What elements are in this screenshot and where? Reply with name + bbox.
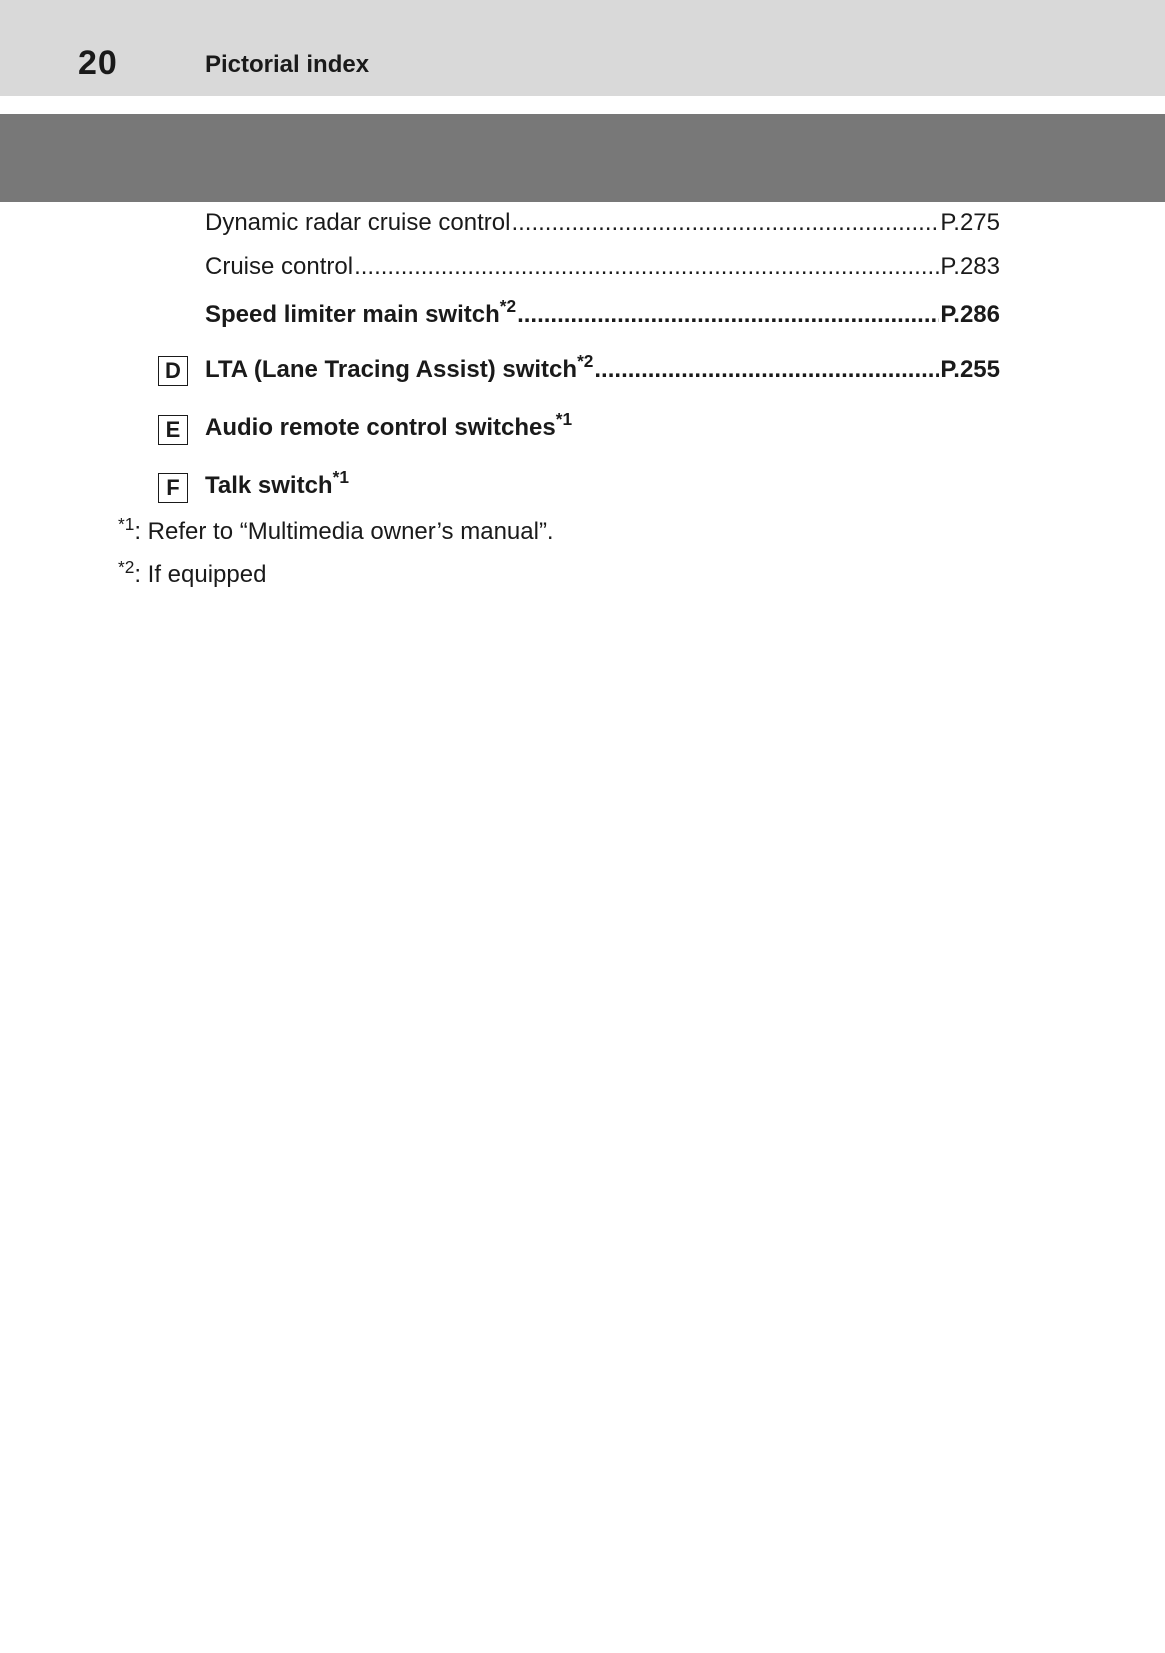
page-reference[interactable]: P.283 [940, 253, 1000, 280]
entry-label: Audio remote control switches$^{*1}$ [205, 409, 573, 441]
footnote-text: : Refer to “Multimedia owner’s manual”. [134, 518, 554, 545]
footnote-mark: *1 [118, 514, 135, 534]
footnote-marker: *1 [332, 467, 349, 488]
entry-label: Dynamic radar cruise control [205, 209, 511, 236]
leader-dots [517, 301, 939, 330]
footnote-1 [118, 514, 554, 547]
callout-letter-d: D [158, 356, 188, 386]
page-title: Pictorial index [205, 51, 370, 78]
entry-label: Cruise control [205, 253, 354, 280]
leader-dots [511, 209, 939, 238]
page-reference[interactable]: P.286 [940, 301, 1000, 328]
entry-label: Talk switch$^{*1}$ [205, 467, 349, 499]
index-entry-talk-switch [205, 467, 1000, 501]
callout-letter-f: F [158, 473, 188, 503]
page-reference[interactable]: P.255 [940, 356, 1000, 383]
footnote-mark: *2 [118, 557, 135, 577]
footnote-marker: *2 [499, 296, 517, 317]
footnote-2 [118, 557, 267, 590]
index-entry-cruise-control [205, 253, 1000, 282]
callout-letter-e: E [158, 415, 188, 445]
footnote-marker: *2 [577, 351, 594, 372]
index-entry-audio-remote-control-switches [205, 409, 1000, 443]
page-number: 20 [78, 44, 118, 82]
footnote-text: : If equipped [134, 561, 267, 588]
entry-label: Speed limiter main switch$^{*2}$ [205, 296, 517, 328]
index-entry-lta-switch [205, 351, 1000, 385]
footnote-marker: *1 [555, 409, 573, 430]
section-bar [0, 114, 1165, 202]
page-header [0, 0, 1165, 96]
leader-dots [594, 356, 939, 385]
index-entry-speed-limiter-main-switch [205, 296, 1000, 330]
index-entry-dynamic-radar-cruise-control [205, 209, 1000, 238]
page-reference[interactable]: P.275 [940, 209, 1000, 236]
leader-dots [354, 253, 939, 282]
entry-label: LTA (Lane Tracing Assist) switch$^{*2}$ [205, 351, 594, 383]
